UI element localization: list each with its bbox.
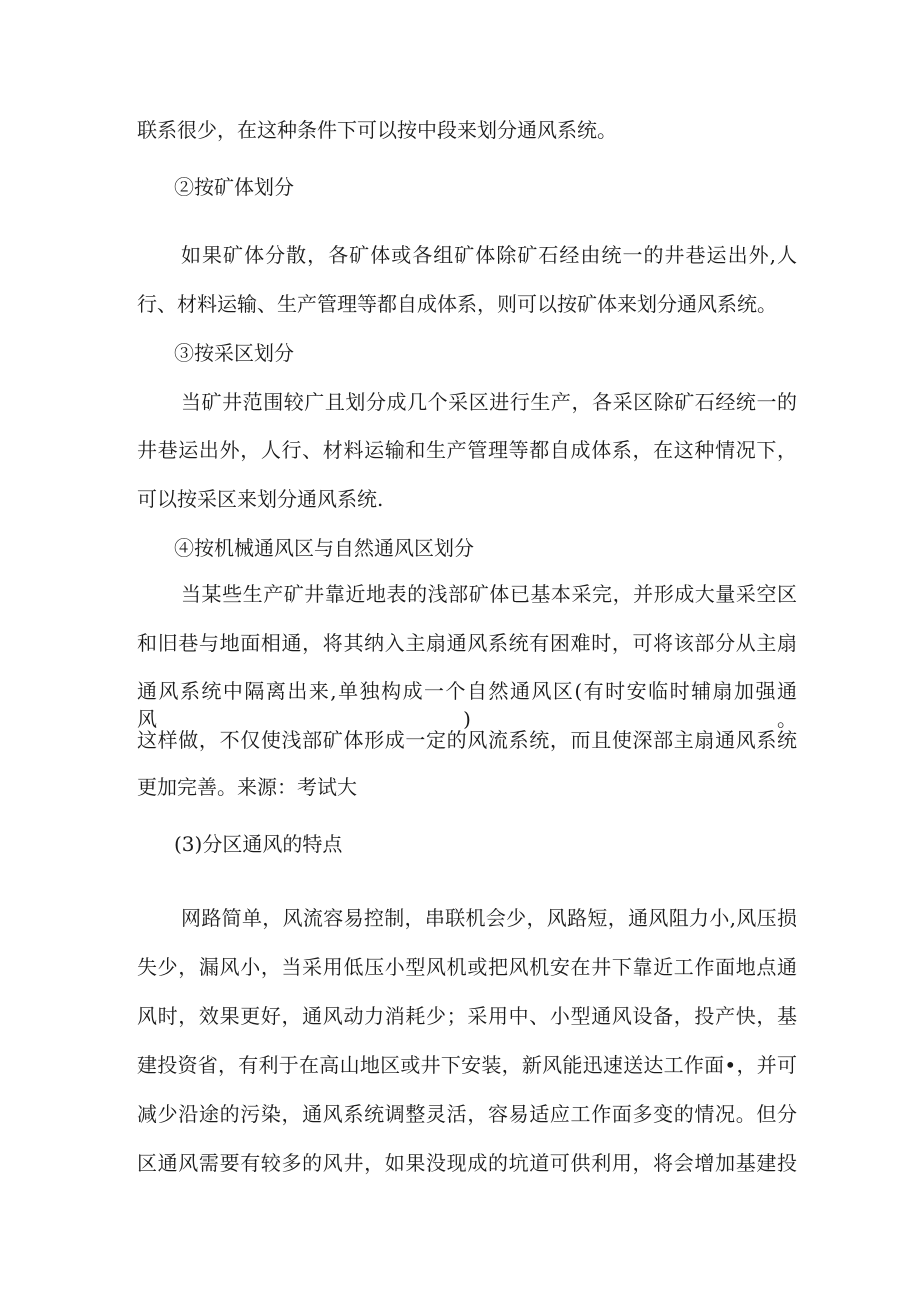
paragraph-line: 更加完善。来源：考试大 bbox=[137, 775, 357, 799]
paragraph-line: 建投资省，有利于在高山地区或井下安装，新风能迅速送达工作面•，并可 bbox=[137, 1053, 797, 1077]
paragraph-line: 井巷运出外，人行、材料运输和生产管理等都自成体系，在这种情况下， bbox=[137, 438, 797, 462]
paragraph-line: 区通风需要有较多的风井，如果没现成的坑道可供利用，将会增加基建投 bbox=[137, 1151, 797, 1175]
paragraph-line: 风时，效果更好，通风动力消耗少；采用中、小型通风设备，投产快，基 bbox=[137, 1004, 797, 1028]
paragraph-line: 网路简单，风流容易控制，串联机会少，风路短，通风阻力小,风压损 bbox=[181, 906, 797, 930]
section-heading: (3)分区通风的特点 bbox=[174, 832, 343, 856]
paragraph-line: 行、材料运输、生产管理等都自成体系，则可以按矿体来划分通风系统。 bbox=[137, 292, 777, 316]
paragraph-line: 当某些生产矿井靠近地表的浅部矿体已基本采完，并形成大量采空区 bbox=[181, 582, 797, 606]
paragraph-line: 通风系统中隔离出来,单独构成一个自然通风区(有时安临时辅扇加强通风)。 bbox=[137, 679, 797, 731]
paragraph-line: 和旧巷与地面相通，将其纳入主扇通风系统有困难时，可将该部分从主扇 bbox=[137, 631, 797, 655]
paragraph-line: 可以按采区来划分通风系统. bbox=[137, 487, 384, 511]
paragraph-line: 失少，漏风小，当采用低压小型风机或把风机安在井下靠近工作面地点通 bbox=[137, 955, 797, 979]
paragraph-line: 当矿井范围较广且划分成几个采区进行生产，各采区除矿石经统一的 bbox=[181, 390, 797, 414]
paragraph-line: 如果矿体分散，各矿体或各组矿体除矿石经由统一的井巷运出外,人 bbox=[181, 243, 797, 267]
paragraph-line: 联系很少，在这种条件下可以按中段来划分通风系统。 bbox=[137, 118, 617, 142]
paragraph-line: 减少沿途的污染，通风系统调整灵活，容易适应工作面多变的情况。但分 bbox=[137, 1102, 797, 1126]
section-heading: ③按采区划分 bbox=[174, 341, 294, 365]
paragraph-line: 这样做，不仅使浅部矿体形成一定的风流系统，而且使深部主扇通风系统 bbox=[137, 728, 797, 752]
section-heading: ②按矿体划分 bbox=[174, 175, 294, 199]
section-heading: ④按机械通风区与自然通风区划分 bbox=[174, 536, 474, 560]
